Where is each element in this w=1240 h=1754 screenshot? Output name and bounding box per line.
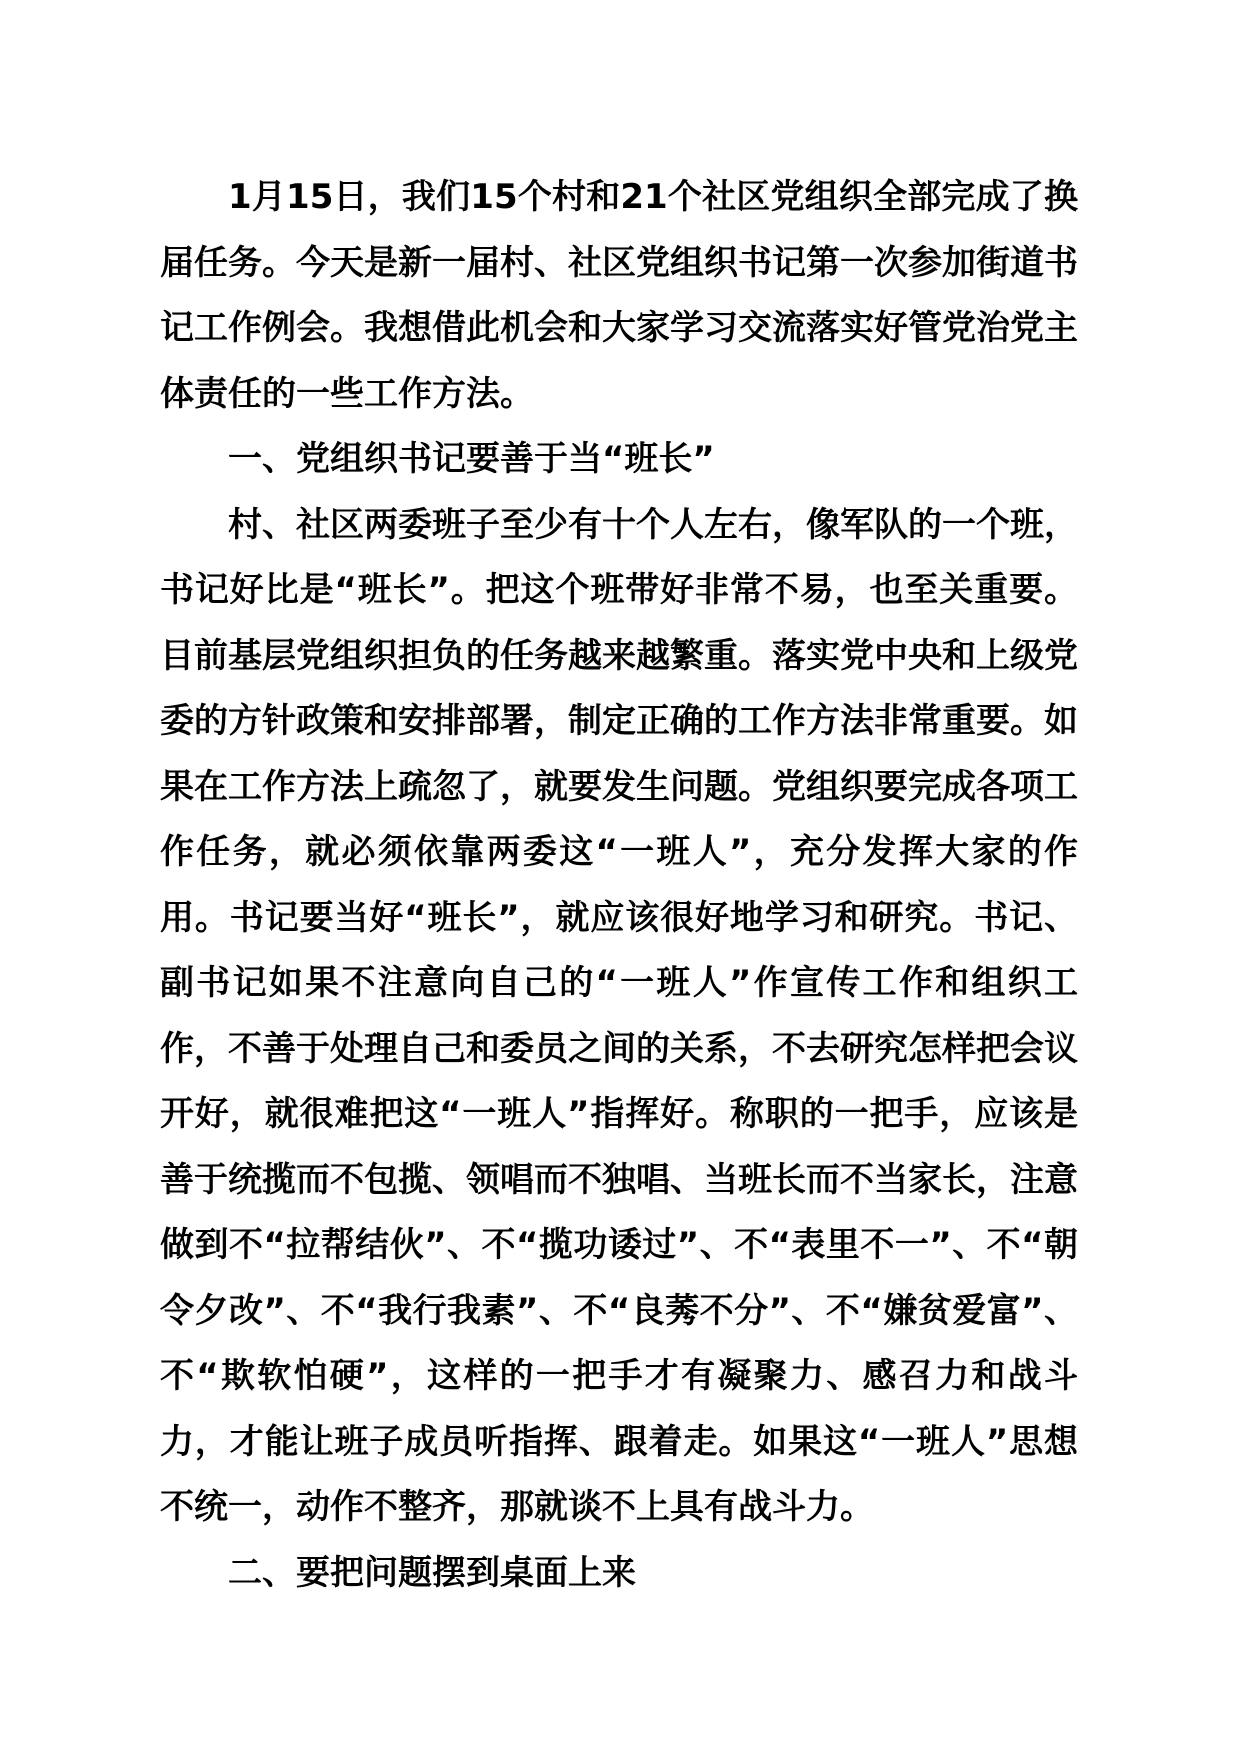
paragraph-section-1: 村、社区两委班子至少有十个人左右，像军队的一个班，书记好比是“班长”。把这个班带好非常不易，也至关重要。目前基层党组织担负的任务越来越繁重。落实党中央和上级党委的方针政策和安排部署，制定正确的工作方法非常重要。如果在工作方法上疏忽了，就要发生问题。党组织要完成各项工作任务，就必须依靠两委这“一班人”，充分发挥大家的作用。书记要当好“班长”，就应该很好地学习和研究。书记、副书记如果不注意向自己的“一班人”作宣传工作和组织工作，不善于处理自己和委员之间的关系，不去研究怎样把会议开好，就很难把这“一班人”指挥好。称职的一把手，应该是善于统揽而不包揽、领唱而不独唱、当班长而不当家长，注意做到不“拉帮结伙”、不“揽功诿过”、不“表里不一”、不“朝令夕改”、不“我行我素”、不“良莠不分”、不“嫌贫爱富”、不“欺软怕硬”，这样的一把手才有凝聚力、感召力和战斗力，才能让班子成员听指挥、跟着走。如果这“一班人”思想不统一，动作不整齐，那就谈不上具有战斗力。 (160, 504, 1078, 1527)
paragraph-intro: 1月15日，我们15个村和21个社区党组织全部完成了换届任务。今天是新一届村、社区党组织书记第一次参加街道书记工作例会。我想借此机会和大家学习交流落实好管党治党主体责任的一些工作方法。 (160, 177, 1078, 414)
section-heading-1: 一、党组织书记要善于当“班长” (228, 439, 715, 479)
section-heading-2: 二、要把问题摆到桌面上来 (228, 1552, 636, 1593)
document-body (160, 165, 1078, 1606)
